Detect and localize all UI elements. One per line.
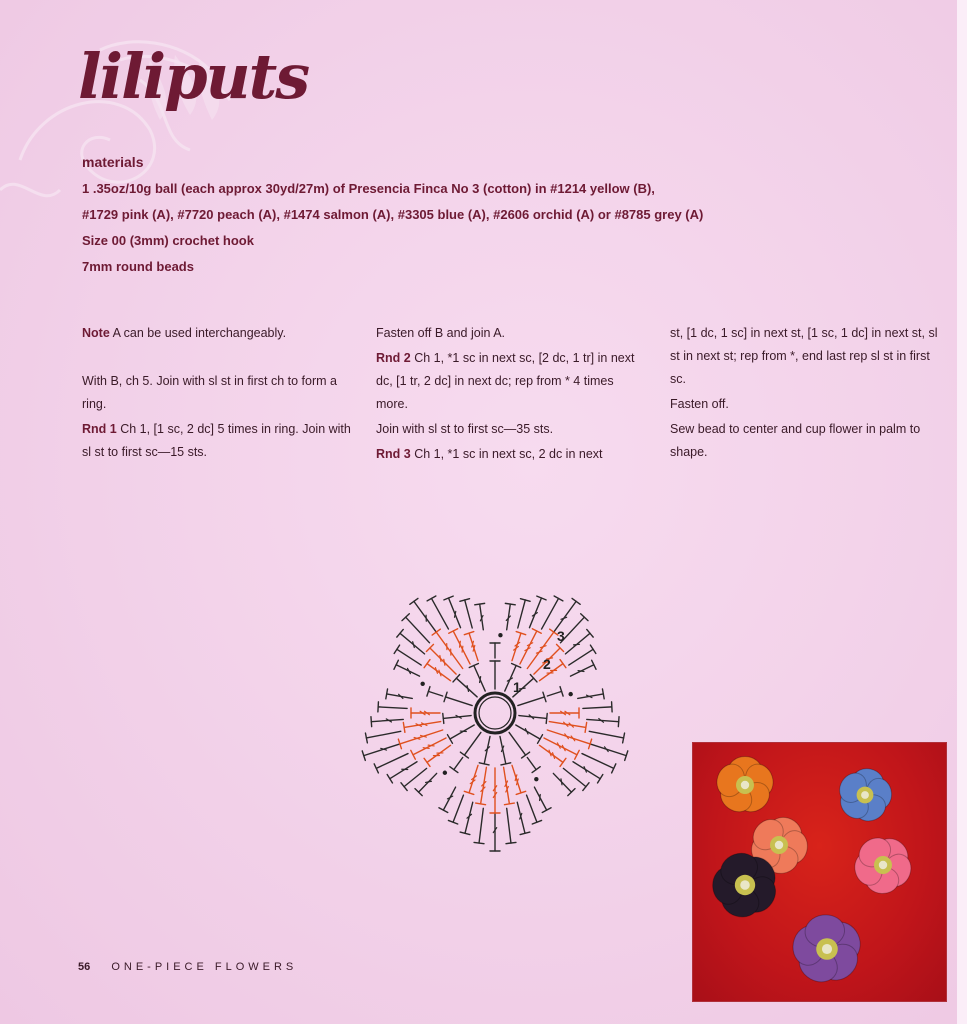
crochet-flower [790,913,867,989]
stitch-mark [553,773,571,792]
stitch-mark [462,646,463,652]
stitch-mark [518,600,526,628]
stitch-mark [467,686,468,692]
crochet-flower [851,832,915,894]
stitch-mark [542,808,551,813]
fasten-off-paragraph: Fasten off. [670,397,729,411]
finishing-paragraph: Sew bead to center and cup flower in palm to shape. [670,422,921,459]
stitch-mark [378,702,379,712]
stitch-mark [563,768,586,786]
stitch-mark [583,783,589,791]
stitch-mark [612,702,613,712]
stitch-mark [574,644,580,645]
stitch-mark [469,633,478,661]
stitch-mark [512,765,521,793]
bead [741,781,749,789]
crochet-chart-diagram [335,555,655,855]
page-title: liliputs [78,40,309,113]
stitch-mark [440,655,441,661]
stitch-mark [394,645,399,653]
chart-round-label-3: 3 [557,628,565,644]
stitch-mark [598,774,603,782]
stitch-mark [554,596,563,601]
stitch-mark [507,808,511,843]
stitch-mark [475,603,485,604]
flowers-photo [692,742,947,1002]
stitch-mark [364,744,400,756]
stitch-mark [366,731,400,738]
rnd2-paragraph [376,347,648,416]
rnd1-text: Ch 1, [1 sc, 2 dc] 5 times in ring. Join with sl st to first sc—15 sts. [82,422,351,459]
stitch-mark [453,795,463,822]
stitch-mark [573,762,600,779]
stitch-mark [565,633,590,654]
materials-section [82,154,902,280]
stitch-mark [512,633,521,661]
stitch-mark [585,722,587,732]
stitch-mark [546,713,547,723]
rnd3-paragraph [376,443,648,466]
rnd3-continued-paragraph: st, [1 dc, 1 sc] in next st, [1 sc, 1 dc] in next st, sl st in next st; rep from *, end last rep sl st in first sc. [670,326,938,386]
stitch-mark [527,757,536,769]
stitch-mark [443,787,455,810]
stitch-mark [423,748,429,749]
stitch-mark [572,598,580,604]
stitch-mark [618,717,619,727]
stitch-mark [414,601,436,632]
rnd1-paragraph [82,418,352,464]
stitch-mark [432,629,440,635]
section-title: ONE-PIECE FLOWERS [111,961,298,973]
stitch-mark [386,689,388,699]
stitch-mark [436,632,462,668]
stitch-mark [570,665,593,676]
stitch-mark [365,733,367,743]
stitch-mark [413,642,415,648]
stitch-mark [427,745,450,762]
slip-stitch-dot [498,633,502,637]
stitch-mark [411,750,416,759]
stitch-mark [460,752,468,758]
stitch-mark [561,779,562,785]
stitch-mark [506,842,516,843]
rnd2-label: Rnd 2 [376,351,411,365]
stitch-mark [376,754,408,769]
stitch-mark [419,773,437,792]
crocheted-flowers-image [693,743,946,1001]
stitch-mark [590,645,595,653]
instructions-column-2 [376,322,648,468]
stitch-mark [450,767,458,773]
stitch-mark [426,781,432,782]
stitch-mark [517,802,525,833]
stitch-mark [443,713,444,723]
stitch-mark [529,598,541,628]
stitch-mark [444,659,445,665]
stitch-mark [578,694,604,699]
stitch-mark [378,707,407,709]
stitch-mark [539,745,562,762]
stitch-mark [589,731,623,738]
stitch-mark [504,767,510,804]
stitch-mark [450,725,474,739]
instructions-column-3 [670,322,948,466]
stitch-mark [474,665,485,691]
stitch-mark [504,803,514,805]
rnd3-text: Ch 1, *1 sc in next sc, 2 dc in next [410,447,603,461]
crochet-flower [834,766,893,826]
fasten-join-paragraph: Fasten off B and join A. [376,326,506,340]
crochet-flower [713,757,777,818]
stitch-mark [505,603,515,604]
stitch-mark [560,660,566,668]
stitch-mark [500,736,506,763]
stitch-mark [569,649,593,665]
stitch-mark [404,768,427,786]
stitch-mark [542,598,559,629]
note-paragraph [82,322,352,345]
bead [879,861,887,869]
stitch-mark [509,732,525,755]
rnd2-text: Ch 1, *1 sc in next sc, [2 dc, 1 tr] in next dc, [1 tr, 2 dc] in next dc; rep from * 4 times more. [376,351,635,411]
magic-ring [475,693,515,733]
stitch-mark [583,707,612,709]
materials-heading: materials [82,154,144,170]
page-edge [957,0,967,1024]
start-paragraph: With B, ch 5. Join with sl st in first ch to form a ring. [82,374,337,411]
stitch-mark [469,765,478,793]
slip-stitch-dot [443,771,447,775]
slip-stitch-dot [420,682,424,686]
stitch-mark [522,752,530,758]
stitch-mark [427,664,450,681]
stitch-mark [534,787,546,810]
page-number: 56 [78,961,91,973]
stitch-mark [460,641,461,647]
bead [775,841,783,849]
stitch-mark [396,665,419,676]
note-label: Note [82,326,110,340]
stitch-mark [527,795,537,822]
slip-stitch-dot [568,692,572,696]
stitch-mark [516,725,540,739]
stitch-mark [371,717,372,727]
stitch-mark [560,758,566,766]
materials-line-beads: 7mm round beads [82,259,194,274]
slip-stitch-dot [534,777,538,781]
bead [740,880,750,890]
stitch-mark [465,802,473,833]
stitch-mark [465,600,473,628]
chart-round-label-2: 2 [543,656,551,672]
stitch-mark [532,767,540,773]
stitch-mark [390,762,417,779]
stitch-mark [547,691,561,696]
stitch-mark [400,633,425,654]
stitch-mark [538,735,543,744]
stitch-mark [387,774,392,782]
rnd2-join-paragraph: Join with sl st to first sc—35 sts. [376,422,554,436]
page-footer [78,961,297,973]
stitch-mark [476,803,486,805]
chart-round-label-1: 1 [513,679,521,695]
stitch-mark [430,648,456,674]
bead [822,944,832,954]
bead [861,791,869,799]
stitch-mark [447,735,452,744]
stitch-mark [575,750,580,759]
instructions-column-1 [82,322,352,466]
magic-ring-inner [479,697,511,729]
stitch-mark [484,736,490,763]
chart-center-ring [475,693,515,733]
stitch-mark [532,629,541,634]
stitch-mark [404,722,441,728]
stitch-mark [428,745,434,746]
stitch-mark [410,598,418,604]
stitch-mark [518,697,545,706]
stitch-mark [464,732,480,755]
stitch-mark [446,697,473,706]
stitch-mark [401,783,407,791]
stitch-mark [582,754,614,769]
stitch-mark [449,598,461,628]
stitch-mark [456,678,477,697]
materials-line-hook: Size 00 (3mm) crochet hook [82,233,254,248]
stitch-mark [623,733,625,743]
stitch-mark [540,795,541,801]
note-text: A can be used interchangeably. [109,326,287,340]
stitch-mark [590,744,626,756]
materials-line-yarn: 1 .35oz/10g ball (each approx 30yd/27m) of Presencia Finca No 3 (cotton) in #1214 yellow (B), [82,181,655,196]
stitch-mark [479,808,483,843]
stitch-mark [431,598,448,629]
stitch-mark [474,842,484,843]
rnd1-label: Rnd 1 [82,422,117,436]
stitch-mark [397,649,421,665]
stitch-mark [428,691,442,696]
stitch-mark [454,757,463,769]
stitch-mark [403,722,405,732]
stitch-mark [439,808,448,813]
stitch-mark [400,730,443,744]
stitch-mark [424,660,430,668]
stitch-mark [427,596,436,601]
stitch-mark [424,758,430,766]
stitch-mark [449,629,458,634]
stitch-mark [547,730,590,744]
rnd3-label: Rnd 3 [376,447,411,461]
stitch-mark [602,689,604,699]
materials-line-colors: #1729 pink (A), #7720 peach (A), #1474 salmon (A), #3305 blue (A), #2606 orchid (A) or #8785 grey (A) [82,207,704,222]
